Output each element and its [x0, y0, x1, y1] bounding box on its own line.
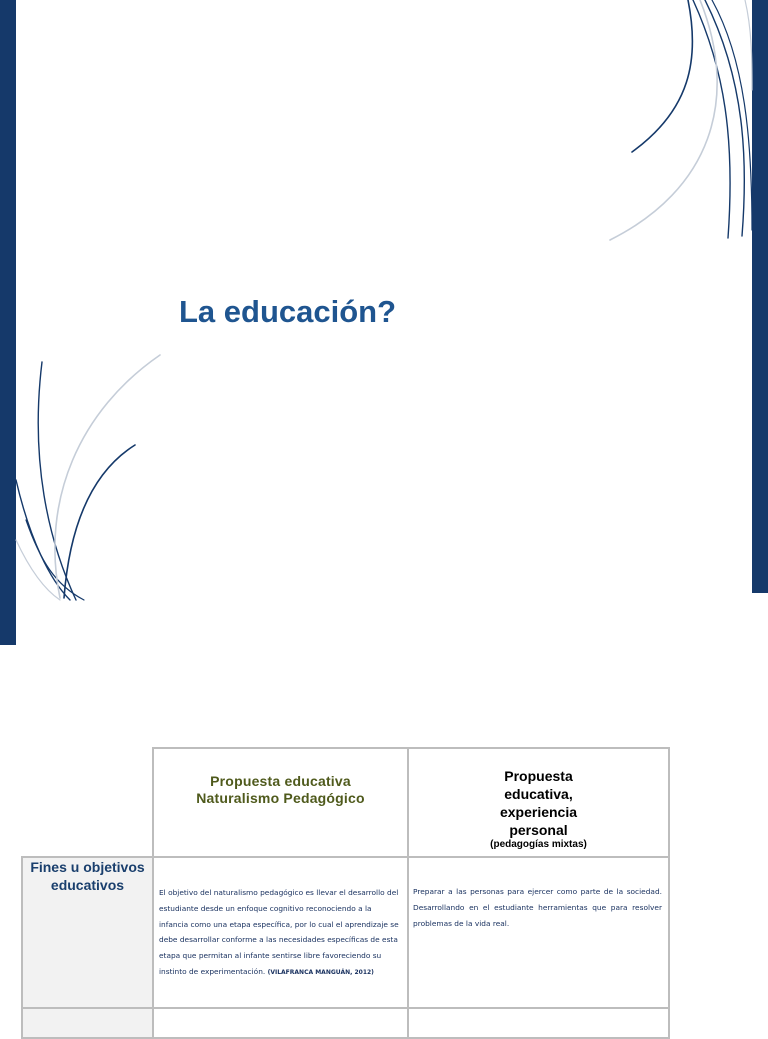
header-experiencia-line: educativa, — [504, 786, 573, 802]
cell-text: El objetivo del naturalismo pedagógico es llevar el desarrollo del estudiante desde un enfoque cognitivo reconociendo a la infancia como una etapa específica, por lo cual el aprendizaje se debe desarrollar conforme a las necesidades específicas de esta etapa que permitan al infante sentirse libre favoreciendo su instinto de experimentación. — [159, 888, 399, 976]
cell-next — [408, 1008, 669, 1038]
header-naturalismo-line: Propuesta educativa — [210, 773, 351, 789]
table-row — [22, 857, 669, 1008]
header-experiencia-personal — [408, 748, 669, 857]
header-naturalismo — [153, 748, 408, 857]
page-gap — [0, 645, 768, 745]
row-label-next — [22, 1008, 153, 1038]
table-row — [22, 1008, 669, 1038]
header-experiencia-line: Propuesta — [504, 768, 573, 784]
cell-next — [153, 1008, 408, 1038]
table-header-row — [22, 748, 669, 857]
citation: (VILAFRANCA MANGUÁN, 2012) — [267, 968, 374, 976]
header-experiencia-line: experiencia — [499, 804, 578, 820]
row-label-line: educativos — [50, 877, 125, 893]
header-subtitle: (pedagogías mixtas) — [490, 839, 587, 850]
cell-experiencia-fines — [408, 857, 669, 1008]
slide-title: La educación? — [179, 294, 397, 329]
row-label-line: Fines u objetivos — [30, 859, 145, 875]
header-experiencia-line: personal — [509, 822, 568, 838]
row-label-fines — [22, 857, 153, 1008]
empty-corner-cell — [22, 748, 153, 857]
cell-naturalismo-fines — [153, 857, 408, 1008]
comparison-table — [21, 747, 670, 1039]
cell-text: Preparar a las personas para ejercer como parte de la sociedad. Desarrollando en el estudiante herramientas que para resolver problemas de la vida real. — [413, 887, 662, 928]
header-naturalismo-line: Naturalismo Pedagógico — [196, 790, 365, 806]
